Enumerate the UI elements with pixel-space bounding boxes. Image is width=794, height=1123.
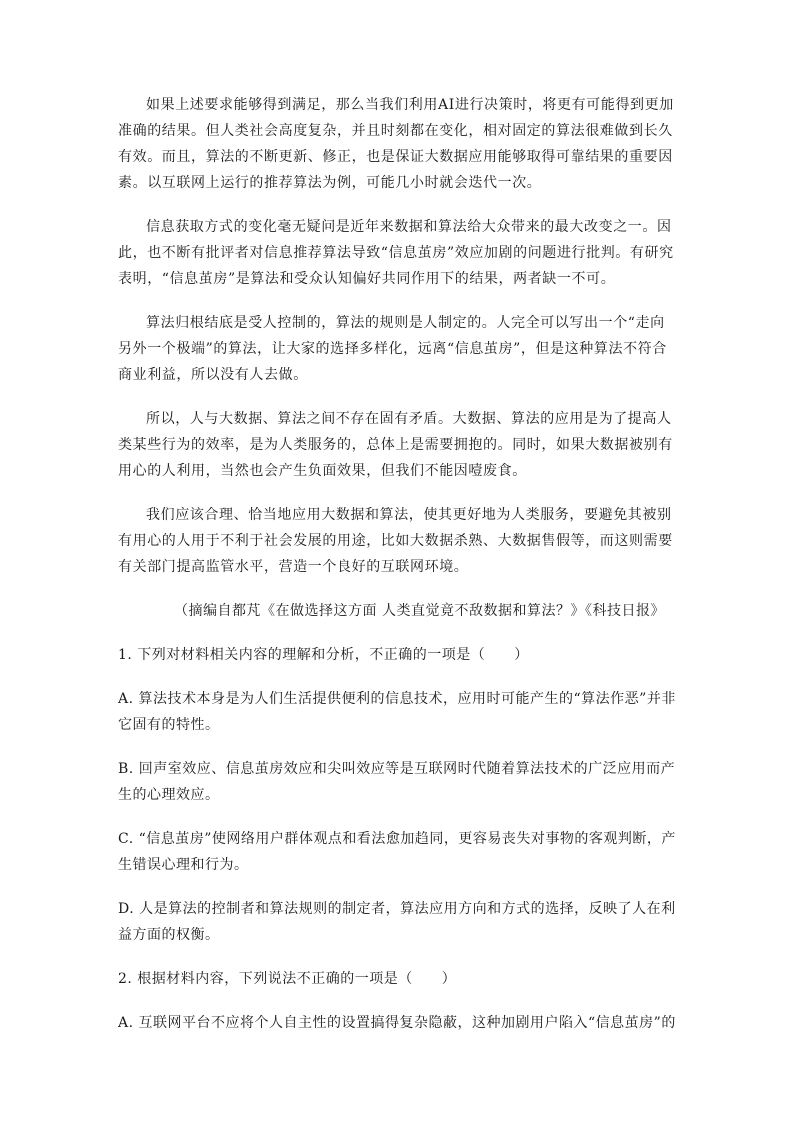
article-paragraph-4: 所以，人与大数据、算法之间不存在固有矛盾。大数据、算法的应用是为了提高人类某些行为的效率，是为人类服务的，总体上是需要拥抱的。同时，如果大数据被别有用心的人利用，当然也会产生负面效果，但我们不能因噎废食。 (118, 411, 673, 479)
question-2-stem: 2. 根据材料内容，下列说法不正确的一项是（ ） (118, 971, 457, 987)
question-1-stem: 1. 下列对材料相关内容的理解和分析，不正确的一项是（ ） (118, 647, 529, 663)
question-1-option-c: C. “信息茧房”使网络用户群体观点和看法愈加趋同，更容易丧失对事物的客观判断，产生错误心理和行为。 (118, 831, 676, 873)
article-paragraph-5: 我们应该合理、恰当地应用大数据和算法，使其更好地为人类服务，要避免其被别有用心的人用于不利于社会发展的用途，比如大数据杀熟、大数据售假等，而这则需要有关部门提高监管水平，营造一个良好的互联网环境。 (118, 507, 673, 575)
question-1-option-a: A. 算法技术本身是为人们生活提供便利的信息技术，应用时可能产生的“算法作恶”并非它固有的特性。 (118, 691, 676, 733)
document-page (118, 92, 676, 1036)
question-1-option-d: D. 人是算法的控制者和算法规则的制定者，算法应用方向和方式的选择，反映了人在利益方面的权衡。 (118, 901, 676, 943)
article-source: （摘编自都芃《在做选择这方面 人类直觉竟不敌数据和算法？》《科技日报》 (174, 603, 665, 619)
article-paragraph-2: 信息获取方式的变化毫无疑问是近年来数据和算法给大众带来的最大改变之一。因此，也不断有批评者对信息推荐算法导致“信息茧房”效应加剧的问题进行批判。有研究表明，“信息茧房”是算法和受众认知偏好共同作用下的结果，两者缺一不可。 (118, 219, 674, 287)
article-paragraph-1: 如果上述要求能够得到满足，那么当我们利用AI进行决策时，将更有可能得到更加准确的结果。但人类社会高度复杂，并且时刻都在变化，相对固定的算法很难做到长久有效。而且，算法的不断更新、修正，也是保证大数据应用能够取得可靠结果的重要因素。以互联网上运行的推荐算法为例，可能几小时就会迭代一次。 (118, 97, 674, 191)
question-2-option-a: A. 互联网平台不应将个人自主性的设置搞得复杂隐蔽，这种加剧用户陷入“信息茧房”的 (118, 1015, 676, 1031)
article-paragraph-3: 算法归根结底是受人控制的，算法的规则是人制定的。人完全可以写出一个“走向另外一个极端”的算法，让大家的选择多样化，远离“信息茧房”，但是这种算法不符合商业利益，所以没有人去做。 (118, 315, 667, 383)
question-1-option-b: B. 回声室效应、信息茧房效应和尖叫效应等是互联网时代随着算法技术的广泛应用而产生的心理效应。 (118, 761, 676, 803)
